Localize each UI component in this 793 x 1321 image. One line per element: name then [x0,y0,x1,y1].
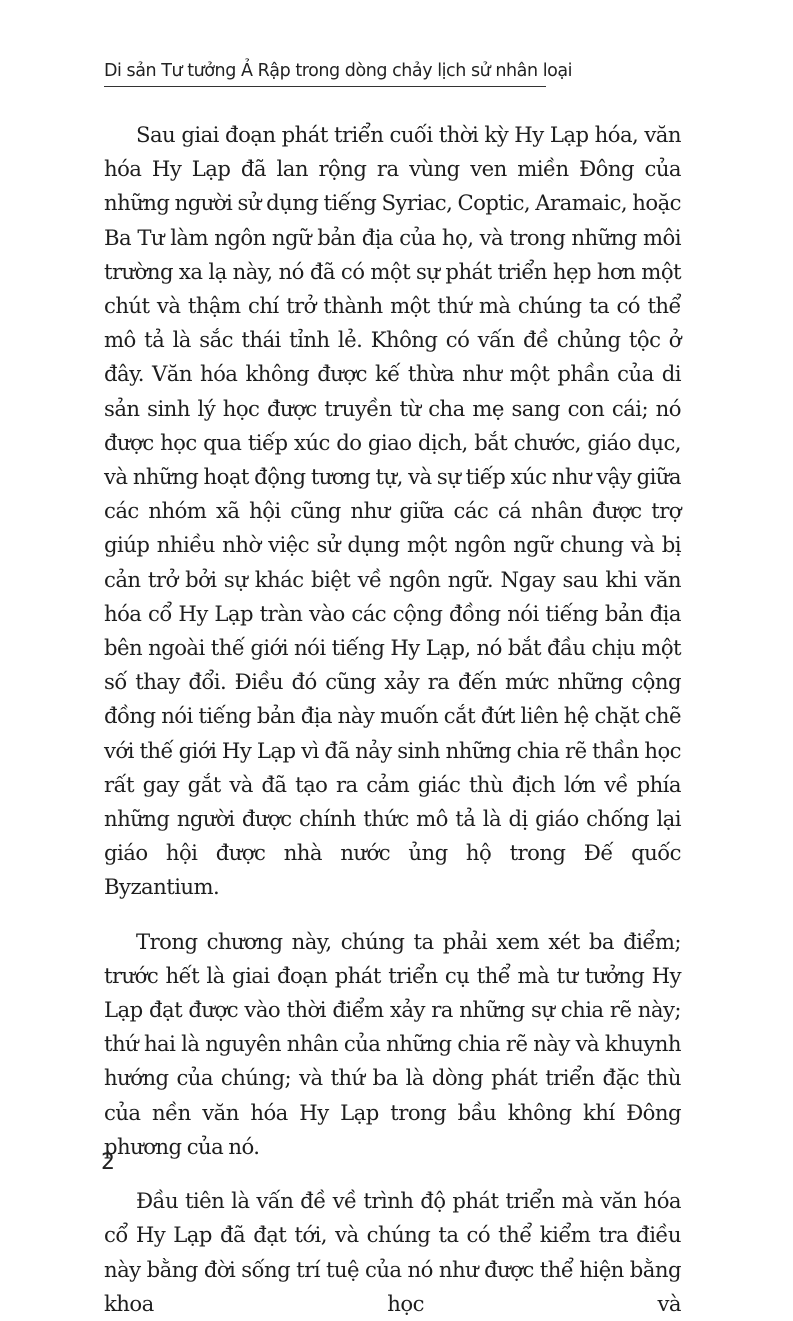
header-rule [104,86,546,87]
paragraph: Sau giai đoạn phát triển cuối thời kỳ Hy Lạp hóa, văn hóa Hy Lạp đã lan rộng ra vùng ven miền Đông của những người sử dụng tiếng Syriac, Coptic, Aramaic, hoặc Ba Tư làm ngôn ngữ bản địa của họ, và trong những môi trường xa lạ này, nó đã có một sự phát triển hẹp hơn một chút và thậm chí trở thành một thứ mà chúng ta có thể mô tả là sắc thái tỉnh lẻ. Không có vấn đề chủng tộc ở đây. Văn hóa không được kế thừa như một phần của di sản sinh lý học được truyền từ cha mẹ sang con cái; nó được học qua tiếp xúc do giao dịch, bắt chước, giáo dục, và những hoạt động tương tự, và sự tiếp xúc như vậy giữa các nhóm xã hội cũng như giữa các cá nhân được trợ giúp nhiều nhờ việc sử dụng một ngôn ngữ chung và bị cản trở bởi sự khác biệt về ngôn ngữ. Ngay sau khi văn hóa cổ Hy Lạp tràn vào các cộng đồng nói tiếng bản địa bên ngoài thế giới nói tiếng Hy Lạp, nó bắt đầu chịu một số thay đổi. Điều đó cũng xảy ra đến mức những cộng đồng nói tiếng bản địa này muốn cắt đứt liên hệ chặt chẽ với thế giới Hy Lạp vì đã nảy sinh những chia rẽ thần học rất gay gắt và đã tạo ra cảm giác thù địch lớn về phía những người được chính thức mô tả là dị giáo chống lại giáo hội được nhà nước ủng hộ trong Đế quốc Byzantium. [104,122,681,900]
body-text [104,118,681,1321]
paragraph: Đầu tiên là vấn đề về trình độ phát triển mà văn hóa cổ Hy Lạp đã đạt tới, và chúng ta có thể kiểm tra điều này bằng đời sống trí tuệ của nó như được thể hiện bằng khoa học và [104,1188,681,1316]
page-number: 2 [101,1150,115,1175]
paragraph: Trong chương này, chúng ta phải xem xét ba điểm; trước hết là giai đoạn phát triển cụ thể mà tư tưởng Hy Lạp đạt được vào thời điểm xảy ra những sự chia rẽ này; thứ hai là nguyên nhân của những chia rẽ này và khuynh hướng của chúng; và thứ ba là dòng phát triển đặc thù của nền văn hóa Hy Lạp trong bầu không khí Đông phương của nó. [104,928,681,1159]
running-header: Di sản Tư tưởng Ả Rập trong dòng chảy lịch sử nhân loại [104,61,573,81]
